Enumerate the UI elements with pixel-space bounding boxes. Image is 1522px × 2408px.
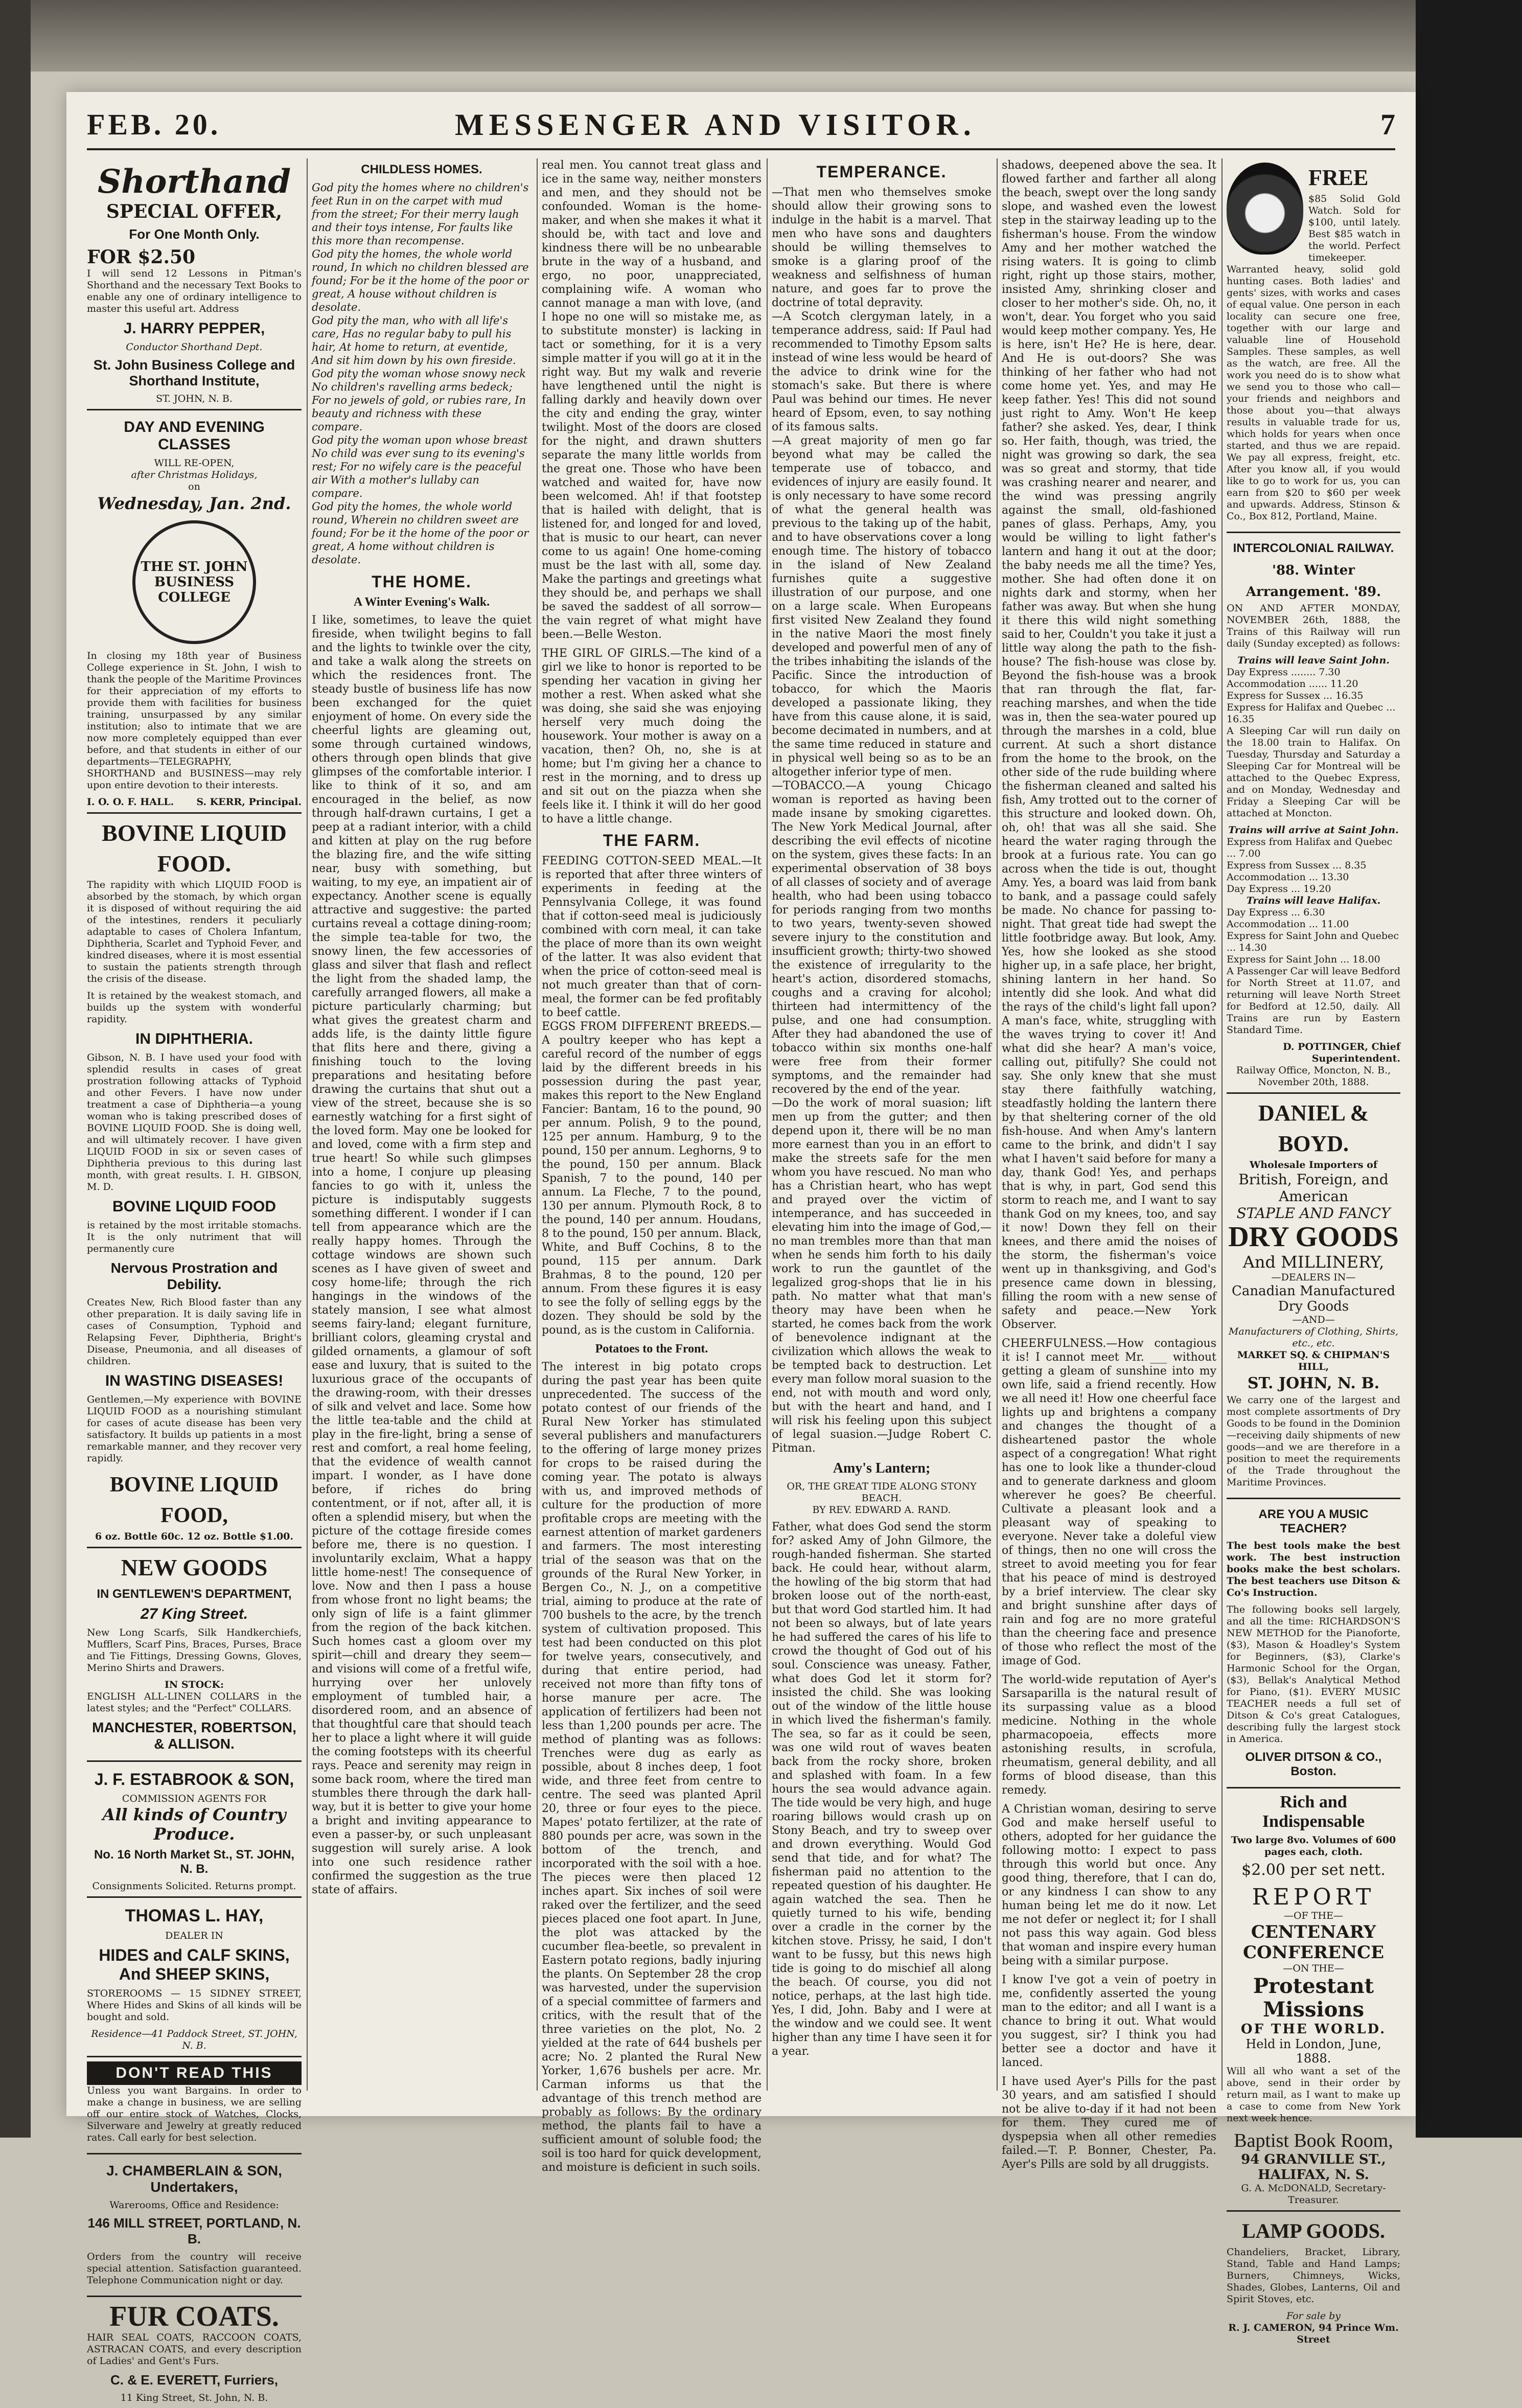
trains-saint-john [1227,667,1400,725]
canadian-goods: Canadian Manufactured Dry Goods [1231,1283,1396,1314]
bovine-ad [87,812,302,1547]
daniel-boyd-ad [1227,1092,1400,1498]
college-city: ST. JOHN, N. B. [156,393,233,404]
potatoes-title: Potatoes to the Front. [595,1342,708,1356]
fur-text: HAIR SEAL COATS, RACCOON COATS, ASTRACAN COATS, and every description of Ladies' and Gent's Furs. [87,2332,302,2367]
wasting-text: Gentlemen,—My experience with BOVINE LIQUID FOOD as a nourishing stimulant for cases of acute disease has been very satisfactory. It builds up patients in a most remarkable manner, and they recover very rapidly. [87,1394,302,1464]
bovine-title-3: BOVINE LIQUID FOOD, [109,1473,279,1527]
column-3 [542,158,762,2174]
music-subtitle: The best tools make the best work. The best instruction books make the best scholars. The best teachers use Ditson & Co's Instruction. [1227,1540,1400,1598]
gold-watch-ad [1227,158,1400,532]
fur-coats-title: FUR COATS. [109,2301,279,2332]
hall: I. O. O. F. HALL. [87,796,174,808]
for-sale-by: For sale by [1286,2310,1341,2322]
bovine-title: BOVINE LIQUID FOOD. [102,820,287,877]
amys-lantern-author: BY REV. EDWARD A. RAND. [812,1504,951,1516]
diphtheria-text: Gibson, N. B. I have used your food with splendid results in cases of great prostration following attacks of Typhoid and other Fevers. I have now under treatment a case of Diphtheria—a young woman who is taking prescribed doses of BOVINE LIQUID FOOD. She is doing well, and will ultimately recover. I have given LIQUID FOOD in six or seven cases of Diphtheria previous to this during last month, with great results. I. H. GIBSON, M. D. [87,1052,302,1192]
st-john: ST. JOHN, N. B. [1247,1374,1380,1392]
centenary-report-ad [1227,1787,1400,2210]
manchester-robertson: MANCHESTER, ROBERTSON, & ALLISON. [92,1719,296,1752]
staple-fancy: STAPLE AND FANCY [1236,1205,1391,1222]
classes-ad [87,409,302,812]
amys-lantern-title: Amy's Lantern; [833,1460,931,1476]
warerooms: Warerooms, Office and Residence: [109,2199,279,2211]
king-street: 27 King Street. [140,1606,248,1622]
page-number: 7 [1380,108,1395,141]
dont-read-banner: DON'T READ THIS [87,2061,302,2085]
real-men-text: real men. You cannot treat glass and ice in the same way, neither monsters and men, and they should not be confounded. Woman is the home-maker, and when she makes it what it should be, with tact and love and kindness there will be no unbearable brute in the way of a husband, and ergo, no poor, unappreciated, complaining wife. A woman who cannot manage a man with love, (and I hope no one will so mistake me, as to substitute monster) is lacking in tact or something, for it is a very simple matter if you will go at it in the right way. But my walk and reverie have lengthened until the night is falling darkly and heavily down over the city and ending the gray, winter twilight. Most of the doors are closed for the night, and drawn shutters separate the many little worlds from the great one. Those who have been watched and waited for, have now been welcomed. Ah! if that footstep that is hailed with delight, that is listened for, and longed for and loved, that is music to our heart, can never come to us again! One home-coming must be the last with all, some day. Make the partings and greetings what they should be, and perhaps we shall be saved the saddest of all sorrow—the vain regret of what might have been.—Belle Weston. [542,159,762,641]
and-label: —AND— [1292,1314,1335,1325]
arrive-saint-john: Trains will arrive at Saint John. [1228,824,1399,836]
childless-homes-poem: God pity the homes where no children's feet Run in on the carpet with mud from the street; For their merry laugh and their toys intense, For faults like this more than recompense. God pity the homes, the whole world round, In which no children blessed are found; For be it the home of the poor or great, A house without children is desolate. God pity the man, who with all life's care, Has no regular baby to pull his hair, At home to return, at eventide, And sit him down by his own fireside. God pity the woman whose snowy neck No children's ravelling arms bedeck; For no jewels of gold, or rubies rare, In beauty and richness with these compare. God pity the woman upon whose breast No child was ever sung to its evening's rest; For no wifely care is the peaceful air With a mother's lullaby can compare. God pity the homes, the whole world round, Wherein no children sweet are found; For be it the home of the poor or great, A home without children is desolate. [312,181,529,566]
dont-read-ad [87,2056,302,2153]
column-rule [537,158,538,2091]
daniel-boyd-title: DANIEL & BOYD. [1258,1100,1369,1156]
christian-woman-text: A Christian woman, desiring to serve God and make herself useful to others, adopted for her guidance the following motto: I expect to pass through this world but once. Any good thing, therefore, that I can do, or any kindness I can show to any human being let me do it now. Let me not defer or neglect it; for I shall not pass this way again. God bless that woman and inspire every human being with a similar purpose. [1002,1803,1216,1967]
newspaper-page [66,92,1416,2403]
potatoes-text: The interest in big potato crops during the past year has been quite unprecedented. The success of the potato contest of our friends of the Rural New Yorker has stimulated several publishers and manufacturers to the offering of large money prizes for crops to be raised during the coming year. The potato is always with us, and improved methods of culture for the production of more profitable crops are meeting with the earnest attention of market gardeners and farmers. The most interesting trial of the season was that on the grounds of the Rural New Yorker, in Bergen Co., N. J., on a competitive trial, aiming to produce at the rate of 700 bushels to the acre, by the trench system of cultivation proposed. This test had been conducted on this plot for twelve years, consecutively, and during that entire period, had received not more than fifty tons of horse manure per acre. The application of fertilizers had been not less than 1,200 pounds per acre. The method of planting was as follows: Trenches were dug as early as possible, about 8 inches deep, 1 foot wide, and three feet from centre to centre. The seed was planted April 20, three or four eyes to the piece. Mapes' potato fertilizer, at the rate of 880 pounds per acre, was sown in the bottom of the trench, and incorporated with the soil with a hoe. The pieces were then placed 12 inches apart. Six inches of soil were raked over the fertilizer, and the seed pieces placed one foot apart. In June, the plot was attacked by the cucumber flea-beetle, so prevalent in Eastern potato regions, badly injuring the plants. On September 28 the crop was harvested, under the supervision of a special committee of farmers and critics, with the result that of the three varieties on the plot, No. 2 yielded at the rate of 644 bushels per acre; No. 2 planted the Rural New Yorker, 1,676 bushels per acre. Mr. Carman informs us that the advantage of this trench method are probably as follows: By the ordinary method, the plants fail to have a sufficient amount of soluble food; the soil is too hard for quick development, and moisture is deficient in such soils. [542,1361,762,2174]
railway-title: INTERCOLONIAL RAILWAY. [1233,541,1394,555]
oliver-ditson: OLIVER DITSON & CO., Boston. [1245,1750,1382,1778]
granville-street: 94 GRANVILLE ST., [1241,2152,1386,2167]
winter-walk-text: I like, sometimes, to leave the quiet fireside, when twilight begins to fall and the lights to twinkle over the city, and take a walk along the streets on which the residences front. The steady bustle of business life has now been exchanged for the quiet enjoyment of home. On every side the cheerful lights are gleaming out, some through curtained windows, others through open blinds that give glimpses of the comfortable interior. I like to think of it so, and am encouraged in the belief, as now through half-drawn curtains, I get a peep at a radiant interior, with a child and kitten at play on the rug before the blazing fire, and the wife sitting near, busy with something, but waiting, to my eye, an impatient air of expectancy. Another scene is equally attractive and suggestive: the parted curtains reveal a cottage dining-room; the simple tea-table for two, the snowy linen, the few accessories of glass and silver that flash and reflect the light from the shaded lamp, the carefully arranged flowers, all make a picture particularly charming; but what gives the greatest charm and adds life, is the dainty little figure that flits here and there, giving a finishing touch to the loving preparations and hesitating before drawing the curtains that shut out a view of the street, because she is so earnestly watching for a first sight of the loved form. May one be looked for and loved, come with a firm step and true heart! So while such glimpses into a home, I conjure up pleasing fancies to go with it, unless the picture is indisputably suggests something different. I wonder if I can tell from appearance which are the really happy homes. Through the cottage windows are shown such scenes as I have given of sweet and cosy home-life; through the rich hangings in the windows of the stately mansion, I see what almost seems fairy-land; elegant furniture, brilliant colors, gleaming crystal and gilded ornaments, a glamour of soft ease and luxury, that is suited to the luxurious grace of the occupants of the drawing-room, with their dresses of silk and velvet and lace. Some how the little tea-table and the child at play in the fire-light, bring a sense of rest and comfort, a real home feeling, that the evidence of wealth cannot impart. I wonder, as I have done before, if riches do bring contentment, or if not, after all, it is often a splendid misery, but when the picture of the cottage fireside comes before me, there is no question. I involuntarily exclaim, What a happy little home-nest! The consequence of love. Now and then I pass a house from whose front no light beams; the only sign of life is a faint glimmer from the region of the back kitchen. Such homes cast a gloom over my spirit—chill and dreary they seem—and visions will come of a fretful wife, hurrying over her unlovely employment of tumbled hair, a disordered room, and an absence of that thoughtful care that should teach her to place a light where it will guide the coming footsteps with its cheerful rays. Peace and serenity may reign in some back room, where the tired man stumbles there through the dark hall-way, but it is better to give your home a bright and inviting appearance to even a passer-by, or such unpleasant suggestion will surely arise. A look into one such residence rather confirmed the suggestion as the true state of affairs. [312,614,532,1896]
everett-address: 11 King Street, St. John, N. B. [120,2392,268,2403]
leave-halifax: Trains will leave Halifax. [1246,895,1381,906]
report-text: Will all who want a set of the above, send in their order by return mail, as I want to make up a case to come from New York next week hence. [1227,2066,1400,2124]
of-the: —OF THE— [1284,1910,1343,1921]
estabrook-name: J. F. ESTABROOK & SON, [94,1770,294,1788]
new-goods-ad [87,1547,302,1760]
price: $2.00 per set nett. [1241,1861,1386,1879]
classes-title: DAY AND EVENING CLASSES [124,419,265,453]
gents-department: IN GENTLEWEN'S DEPARTMENT, [97,1587,292,1601]
amys-lantern-subtitle: OR, THE GREAT TIDE ALONG STONY BEACH. [787,1481,977,1504]
temperance-text: —That men who themselves smoke should allow their growing sons to indulge in the habit is a marvel. That men who have sons and daughters should be willing themselves to smoke is a glaring proof of the weakness and selfishness of human nature, and goes far to prove the doctrine of total depravity. —A Scotch clergyman lately, in a temperance address, said: If Paul had recommended to Timothy Epsom salts instead of wine less would be heard of the advice to drink wine for the stomach's sake. But there is where Paul was behind our times. He never heard of Epsom, even, to say nothing of its famous salts. —A great majority of men go far beyond what may be called the temperate use of tobacco, and evidences of injury are easily found. It is only necessary to have some record of what the general health was previous to the taking up of the habit, and to have observations cover a long enough time. The history of tobacco in the island of New Zealand furnishes quite a suggestive illustration of our purpose, and one on a large scale. When Europeans first visited New Zealand they found in the native Maori the most finely developed and powerful men of any of the tribes inhabiting the islands of the Pacific. Since the introduction of tobacco, for which the Maoris developed a passionate liking, they have from this cause alone, it is said, become decimated in numbers, and at the same time reduced in stature and in physical well being so as to be an altogether inferior type of men. —TOBACCO.—A young Chicago woman is reported as having been made insane by smoking cigarettes. The New York Medical Journal, after describing the evil effects of nicotine on the system, gives these facts: In an experimental observation of 38 boys of all classes of society and of average health, who had been using tobacco for periods ranging from two months to two years, twenty-seven showed severe injury to the constitution and insufficient growth; thirty-two showed the existence of irregularity to the heart's action, disordered stomachs, coughs and a craving for alcohol; thirteen had intermittency of the pulse, and one had consumption. After they had abandoned the use of tobacco within six months one-half were free from their former symptoms, and the remainder had recovered by the end of the year. —Do the work of moral suasion; lift men up from the gutter; and then depend upon it, there will be no man more earnest than you in an effort to make the streets safe for the men whom you have rescued. No man who has a Christian heart, who has wept and prayed over the victim of intemperance, and has succeeded in elevating him into the image of God,—no man trembles more than that man when he sends him forth to his daily work to run the gauntlet of the legalized grog-shops that lie in his path. No matter what that man's theory may have been when he started, he comes back from the work of benevolence indignant at the civilization which allows the weak to be tempted back to destruction. Let every man follow moral suasion to the end, not with mouth and word only, but with the heart and hand, and I will risk his feeling upon this subject of legal suasion.—Judge Robert C. Pitman. [772,186,991,1455]
temperance-section-title: TEMPERANCE. [816,163,947,181]
timetable-row: Express for Halifax and Quebec ... 16.35 [1227,702,1396,725]
column-rule [767,158,768,2091]
farm-section-title: THE FARM. [603,831,701,850]
railway-ad [1227,532,1400,1092]
bovine-price: 6 oz. Bottle 60c. 12 oz. Bottle $1.00. [95,1531,294,1542]
lamp-text: Chandeliers, Bracket, Library, Stand, Table and Hand Lamps; Burners, Chimneys, Wicks, Shades, Globes, Lanterns, Oil and Spirit Stoves, etc. [1227,2246,1400,2305]
timetable-row: Accommodation ...... 11.20 [1227,678,1358,690]
column-rule [997,158,998,2091]
timetable-row: Express from Sussex ... 8.35 [1227,860,1367,871]
poetry-vein-text: I know I've got a vein of poetry in me, confidently asserted the young man to the editor; and all I want is a chance to bring it out. What would you suggest, sir? I think you had better see a doctor and have it lanced. [1002,1974,1216,2069]
college-seal: THE ST. JOHN BUSINESS COLLEGE [132,520,256,644]
held-in-london: Held in London, June, 1888. [1246,2037,1381,2066]
home-section-title: THE HOME. [372,572,472,591]
north-market: No. 16 North Market St., ST. JOHN, N. B. [94,1848,295,1876]
watch-text: $85 Solid Gold Watch. Sold for $100, until lately. Best $85 watch in the world. Perfect timekeeper. Warranted heavy, solid gold hunting cases. Both ladies' and gents' sizes, with works and cases of equal value. One person in each locality can secure one free, together with our large and valuable line of Household Samples. These samples, as well as the watch, are free. All the work you need do is to show what we send you to those who call—your friends and neighbors and those about you—that always results in valuable trade for us, which holds for years when once started, and thus we are repaid. We pay all express, freight, etc. After you know all, if you would like to go to work for us, you can earn from $20 to $60 per week and upwards. Address, Stinson & Co., Box 812, Portland, Maine. [1227,193,1400,522]
lamp-goods-ad [1227,2210,1400,2350]
pottinger: D. POTTINGER, Chief Superintendent. [1283,1041,1400,1064]
issue-date: FEB. 20. [87,108,221,141]
childless-homes-title: CHILDLESS HOMES. [361,163,482,176]
of-the-world: OF THE WORLD. [1240,2022,1387,2037]
amys-lantern-text: Father, what does God send the storm for? asked Amy of John Gilmore, the rough-handed fisherman. She started back. He could hear, without alarm, the howling of the big storm that had broken loose out of the north-east, but that word God startled him. It had not been so always, but of late years he had suffered the cares of his life to crowd the thought of God out of his soul. Conscience was uneasy. Father, what does God let it storm for? insisted the child. She was looking out of the window of the little house in which lived the fisherman's family. The sea, so far as it could be seen, was one wild rout of waves beaten back from the rocky shore, broken and splashed with foam. In a few hours the sea would advance again. The tide would be very high, and huge roaring billows would crash up on Stony Beach, and try to sweep over and drown everything. Would God send that tide, and for what? The fisherman paid no attention to the repeated question of his daughter. He again watched the sea. Then he quietly turned to his wife, bending over a cradle in the corner by the kitchen stove. Prissy, he said, I don't want to be fussy, but this news high tide is going to do mischief all along the beach. Of course, you did not notice, perhaps, at the last high tide. Yes, I did, John. Baby and I were at the window and we could see. It went higher than any time I have seen it for a year. [772,1521,991,2058]
in-stock: IN STOCK: [165,1679,224,1690]
rich-indispensable: Rich and Indispensable [1262,1793,1365,1831]
hay-address: STOREROOMS — 15 SIDNEY STREET, Where Hides and Skins of all kinds will be bought and sold. [87,1988,302,2023]
manufacturers: Manufacturers of Clothing, Shirts, etc., etc. [1228,1326,1399,1349]
scan-top-border [0,0,1522,72]
principal: S. KERR, Principal. [196,796,302,808]
classes-text: In closing my 18th year of Business College experience in St. John, I wish to thank the people of the Maritime Provinces for their appreciation of my efforts to provide them with facilities for business training, unsurpassed by any similar institution; also to intimate that we are now more completely equipped than ever before, and that students in either of our departments—TELEGRAPHY, SHORTHAND and BUSINESS—may rely upon entire devotion to their interests. [87,650,302,791]
commission-agents: COMMISSION AGENTS FOR [122,1793,267,1804]
two-volumes: Two large 8vo. Volumes of 600 pages each, cloth. [1231,1834,1396,1857]
gold-watch-illustration [1227,163,1303,255]
chamberlain-ad [87,2153,302,2296]
english-collars: ENGLISH ALL-LINEN COLLARS in the latest styles; and the "Perfect" COLLARS. [87,1691,302,1714]
shorthand-heading: Shorthand [98,163,291,201]
bovine-text: The rapidity with which LIQUID FOOD is absorbed by the stomach, by which organ it is disposed of without requiring the aid of the intestines, renders it peculiarly adaptable to cases of Cholera Infantum, Diphtheria, Scarlet and Typhoid Fever, and kindred diseases, where it is most essential to sustain the patients strength through the crisis of the disease. [87,879,302,984]
hay-residence: Residence—41 Paddock Street, ST. JOHN, N. B. [91,2028,297,2051]
farm-text: FEEDING COTTON-SEED MEAL.—It is reported that after three winters of experiments in feeding at the Pennsylvania College, it was found that if cotton-seed meal is judiciously combined with corn meal, it can take the place of more than its own weight of the latter. It was also evident that when the price of cotton-seed meal is not much greater than that of corn-meal, the former can be fed profitably to beef cattle. EGGS FROM DIFFERENT BREEDS.—A poultry keeper who has kept a careful record of the number of eggs laid by the different breeds in his possession during the past year, makes this report to the New England Fancier: Bantam, 16 to the pound, 90 per annum. Polish, 9 to the pound, 125 per annum. Hamburg, 9 to the pound, 150 per annum. Leghorns, 9 to the pound, 150 per annum. Black Spanish, 7 to the pound, 140 per annum. La Fleche, 7 to the pound, 130 per annum. Plymouth Rock, 8 to the pound, 140 per annum. Houdans, 8 to the pound, 150 per annum. Black, White, and Buff Cochins, 8 to the pound, 115 per annum. Dark Brahmas, 8 to the pound, 120 per annum. From these figures it is easy to see the folly of selling eggs by the dozen. They should be sold by the pound, as is the custom in California. [542,855,762,1337]
scan-right-border [1416,0,1522,2138]
trains-arrive [1227,836,1400,895]
timetable-row: Express from Halifax and Quebec ... 7.00 [1227,836,1393,859]
lamp-goods-title: LAMP GOODS. [1241,2219,1386,2242]
ayers-sarsaparilla-text: The world-wide reputation of Ayer's Sarsaparilla is the natural result of its surpassing value as a blood medicine. Nothing in the whole pharmacopoeia, effects more astonishing results, in scrofula, rheumatism, general debility, and all forms of blood disease, than this remedy. [1002,1673,1216,1797]
newspaper-title: MESSENGER AND VISITOR. [455,108,976,142]
wednesday-date: Wednesday, Jan. 2nd. [97,494,291,513]
masthead [87,107,1395,143]
college-name: St. John Business College and Shorthand Institute, [93,357,295,388]
masthead-rule [87,148,1395,150]
timetable-row: Accommodation ... 11.00 [1227,919,1349,930]
watch-free: FREE [1308,165,1369,190]
mill-street: 146 MILL STREET, PORTLAND, N. B. [87,2215,301,2246]
amys-lantern-continued: shadows, deepened above the sea. It flowed farther and farther all along the beach, swept over the long sandy slope, and washed even the lowest step in the stairway leading up to the fisherman's house. From the window Amy and her mother watched the rising waters. It is going to climb right, right up those stairs, mother, insisted Amy, shrinking closer and closer to her mother's side. Oh, no, it won't, dear. You forget who you said would keep mother company. Yes, He is here, isn't He? He is here, dear. And He is out-doors? She was thinking of her father who had not come home yet. Yes, and may He keep father. Yes! This did not sound just right to Amy. Won't He keep father? she asked. Yes, dear, I think so. Her faith, though, was tried, the night was growing so dark, the sea was so great and stormy, that tide was crashing nearer and nearer, and the wind was pressing angrily against the small, old-fashioned panes of glass. Perhaps, Amy, you would be willing to light father's lantern and hang it out at the door; the baby needs me all the time? Yes, mother. She had often done it on nights dark and stormy, when her father was away. But when she hung it there this wild night something said to her, Couldn't you take it just a little way along the path to the fish-house? The fish-house was close by. Beyond the fish-house was a brook that ran through the flat, far-reaching marshes, and when the tide was in, then the sea-water poured up through the marshes in a cold, blue current. At such a short distance from the home to the brook, on the other side of the rude building where the fisherman cleaned and salted his fish, Amy trotted out to the corner of this structure and looked down. Oh, oh, oh! that was all she said. She heard the water raging through the brook at a furious rate. You can go across when the tide is out, thought Amy. Yes, a board was laid from bank to bank, and a passage could safely be made. No chance for passing to-night. That great tide had swept the little footbridge away. But look, Amy. Yes, how she looked as she stood higher up, in a safe place, her bright, shining lantern in her hand. So intently did she look. And what did the rays of the child's light fall upon? A man's face, white, struggling with the waves trying to cover it! And what did she hear? A man's voice, calling out, pitifully? She could not say. She only knew that she must stay there faithfully watching, steadfastly holding the lantern there by that sheltering corner of the old fish-house. And when Amy's lantern came to the brink, and didn't I say what I haven't said before for many a day, thank God! Yes, and perhaps that is why, in part, God send this storm to reach me, and I want to say thank God on my knees, too, and say it now! Down they fell on their knees, and there amid the noises of the storm, the fisherman's voice went up in thanksgiving, and God's presence came down in blessing, filling the room with a new sense of safety and peace.—New York Observer. [1002,159,1216,1331]
timetable-row: Express for Saint John and Quebec ... 14.30 [1227,930,1399,953]
railway-note-2: A Passenger Car will leave Bedford for North Street at 11.07, and returning will leave North Street for Bedford at 12.50, daily. All Trains are run by Eastern Standard Time. [1227,966,1400,1036]
girl-of-girls-text: THE GIRL OF GIRLS.—The kind of a girl we like to honor is reported to be spending her vacation in giving her mother a rest. When asked what she was doing, she said she was enjoying herself very much doing the housework. Your mother is away on a vacation, then? Oh, no, she is at home; but I'm giving her a chance to rest in the morning, and to dress up and sit out on the piazza when she feels like it. I think it will do her good to have a little change. [542,647,762,825]
dry-goods: DRY GOODS [1228,1221,1399,1253]
market-square: MARKET SQ. & CHIPMAN'S HILL, [1237,1349,1390,1372]
timetable-row: Day Express ... 6.30 [1227,907,1325,918]
bovine-text-3: is retained by the most irritable stomachs. It is the only nutriment that will permanently cure [87,1220,302,1254]
music-teacher-ad [1227,1498,1400,1787]
reopen: WILL RE-OPEN, [154,457,235,469]
shorthand-ad [87,158,302,409]
cameron: R. J. CAMERON, 94 Prince Wm. Street [1228,2322,1399,2345]
on-the: —ON THE— [1283,1963,1344,1974]
after-holidays: after Christmas Holidays, [131,469,258,480]
leave-saint-john: Trains will leave Saint John. [1237,655,1390,666]
winter-arrangement: '88. Winter Arrangement. '89. [1246,563,1381,600]
bovine-text-2: It is retained by the weakest stomach, and builds up the system with wonderful rapidity. [87,990,302,1025]
column-rule [307,158,308,2091]
on-label: on [188,481,200,492]
estabrook-ad [87,1760,302,1896]
fur-coats-ad [87,2296,302,2408]
column-5 [1002,158,1216,2171]
timetable-row: Express for Sussex ... 16.35 [1227,690,1364,701]
timetable-row: Day Express ... 19.20 [1227,883,1331,895]
dealer-in: DEALER IN [165,1930,223,1941]
pepper-name: J. HARRY PEPPER, [123,320,265,337]
timetable-row: Accommodation ... 13.30 [1227,872,1349,883]
winter-walk-title: A Winter Evening's Walk. [353,595,490,609]
daniel-text: We carry one of the largest and most complete assortments of Dry Goods to be found in the Dominion—receiving daily shipments of new goods—and we are therefore in a position to meet the requirements of the Trade throughout the Maritime Provinces. [1227,1394,1400,1488]
dont-read-text: Unless you want Bargains. In order to make a change in business, we are selling off our entire stock of Watches, Clocks, Silverware and Jewelry at greatly reduced rates. Call early for best selection. [87,2085,302,2143]
mcdonald: G. A. McDONALD, Secretary-Treasurer. [1241,2183,1386,2206]
offer-text: I will send 12 Lessons in Pitman's Shorthand and the necessary Text Books to enable any one of ordinary intelligence to master this useful art. Address [87,268,302,314]
music-teacher-title: ARE YOU A MUSIC TEACHER? [1258,1507,1369,1535]
diphtheria-heading: IN DIPHTHERIA. [135,1030,253,1047]
column-2 [312,158,532,2101]
column-6-advertisements [1227,158,1400,2345]
trains-halifax [1227,907,1400,966]
column-rule [1221,158,1223,2091]
report-title: REPORT [1252,1884,1375,1910]
halifax: HALIFAX, N. S. [1258,2167,1369,2183]
country-produce: All kinds of Country Produce. [102,1805,286,1844]
railway-note: A Sleeping Car will run daily on the 18.00 train to Halifax. On Tuesday, Thursday and Saturday a Sleeping Car for Montreal will be attached to the Quebec Express, and on Monday, Wednesday and Friday a Sleeping Car will be attached at Moncton. [1227,725,1400,819]
column-1-advertisements [87,158,302,2403]
chamberlain-text: Orders from the country will receive special attention. Satisfaction guaranteed. Telephone Communication night or day. [87,2251,302,2286]
scan-left-border [0,0,31,2138]
cheerfulness-text: CHEERFULNESS.—How contagious it is! I cannot meet Mr. ___ without getting a gleam of sunshine into my own life, said a friend recently. How we all need it! How one cheerful face lights up and brightens a company and changes the thought of a disheartened pastor the whole aspect of a congregation! What right has one to look like a thunder-cloud and to generate darkness and gloom wherever he goes? Be cheerful. Cultivate a pleasant look and a pleasant way of speaking to everyone. Never take a doleful view of things, then no one will cross the street to avoid meeting you for fear that his peace of mind is destroyed by a brief interview. The clear sky and bright sunshine after days of rain and fog are no more grateful than the cheering face and presence of those who reflect the most of the image of God. [1002,1337,1216,1667]
centenary-conference: CENTENARY CONFERENCE [1242,1922,1385,1963]
railway-intro: ON AND AFTER MONDAY, NOVEMBER 26th, 1888, the Trains of this Railway will run daily (Sunday excepted) as follows: [1227,603,1400,649]
hides-skins: HIDES and CALF SKINS, And SHEEP SKINS, [99,1946,290,1983]
bovine-title-2: BOVINE LIQUID FOOD [112,1198,276,1215]
dealers-in: —DEALERS IN— [1271,1272,1356,1283]
hay-ad [87,1896,302,2056]
baptist-book-room: Baptist Book Room, [1234,2130,1393,2151]
one-month-only: For One Month Only. [129,226,260,242]
ayers-pills-text: I have used Ayer's Pills for the past 30 years, and am satisfied I should not be alive to-day if it had not been for them. They cured me of dyspepsia when all other remedies failed.—T. P. Bonner, Chester, Pa. Ayer's Pills are sold by all druggists. [1002,2075,1216,2171]
protestant-missions: Protestant Missions [1253,1974,1374,2022]
british-foreign: British, Foreign, and American [1238,1171,1389,1205]
column-4 [772,158,991,2101]
millinery: And MILLINERY, [1242,1252,1385,1272]
offer-price: FOR $2.50 [87,246,196,268]
timetable-row: Express for Saint John ... 18.00 [1227,954,1380,965]
everett-name: C. & E. EVERETT, Furriers, [110,2372,278,2388]
pepper-subtitle: Conductor Shorthand Dept. [126,341,263,353]
consignments: Consignments Solicited. Returns prompt. [92,1880,296,1892]
nervous-heading: Nervous Prostration and Debility. [110,1260,278,1292]
timetable-row: Day Express ........ 7.30 [1227,667,1341,678]
wasting-heading: IN WASTING DISEASES! [105,1372,284,1389]
hay-name: THOMAS L. HAY, [125,1906,264,1925]
music-text: The following books sell largely, and all the time: RICHARDSON'S NEW METHOD for the Pianoforte, ($3), Mason & Hoadley's System for Beginners, ($3), Clarke's Harmonic School for the Organ, ($3), Bellak's Analytical Method for Piano, ($1). EVERY MUSIC TEACHER needs a full set of Ditson & Co's great Catalogues, describing fully the largest stock in America. [1227,1604,1400,1745]
wholesale: Wholesale Importers of [1249,1159,1378,1171]
railway-office: Railway Office, Moncton, N. B., November 20th, 1888. [1236,1065,1391,1088]
special-offer: SPECIAL OFFER, [106,201,283,222]
new-goods-title: NEW GOODS [121,1554,268,1580]
chamberlain-name: J. CHAMBERLAIN & SON, Undertakers, [106,2163,282,2195]
new-goods-text: New Long Scarfs, Silk Handkerchiefs, Mufflers, Scarf Pins, Braces, Purses, Brace and Tie Fittings, Dressing Gowns, Gloves, Merino Shirts and Drawers. [87,1627,302,1673]
nervous-text: Creates New, Rich Blood faster than any other preparation. It is daily saving life in cases of Consumption, Typhoid and Relapsing Fever, Diphtheria, Bright's Disease, Pneumonia, and all diseases of children. [87,1297,302,1367]
